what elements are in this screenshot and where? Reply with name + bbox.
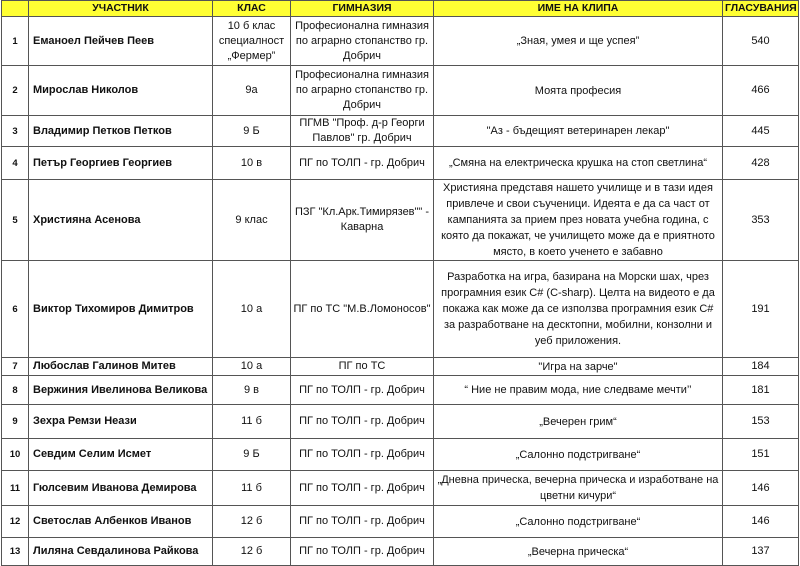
participant-name: Любослав Галинов Митев — [29, 358, 213, 376]
row-number: 6 — [2, 261, 29, 358]
table-row — [2, 17, 799, 66]
row-number: 12 — [2, 506, 29, 538]
clip-name: Моята професия — [434, 66, 723, 116]
school-cell: ПГ по ТОЛП - гр. Добрич — [291, 439, 434, 471]
participant-name: Зехра Ремзи Неази — [29, 405, 213, 439]
header-school: ГИМНАЗИЯ — [291, 1, 434, 17]
table-row — [2, 116, 799, 147]
school-cell: ПГ по ТОЛП - гр. Добрич — [291, 147, 434, 180]
clip-name: „Смяна на електрическа крушка на стоп светлина“ — [434, 147, 723, 180]
table-row — [2, 147, 799, 180]
participant-name: Владимир Петков Петков — [29, 116, 213, 147]
header-votes: ГЛАСУВАНИЯ — [723, 1, 799, 17]
table-row — [2, 180, 799, 261]
table-row — [2, 405, 799, 439]
header-participant: УЧАСТНИК — [29, 1, 213, 17]
table-row — [2, 439, 799, 471]
votes-count: 428 — [723, 147, 799, 180]
class-cell: 11 б — [213, 471, 291, 506]
class-cell: 10 в — [213, 147, 291, 180]
row-number: 9 — [2, 405, 29, 439]
school-cell: ПЗГ "Кл.Арк.Тимирязев"" - Каварна — [291, 180, 434, 261]
school-cell: ПГ по ТОЛП - гр. Добрич — [291, 506, 434, 538]
table-row — [2, 471, 799, 506]
votes-count: 146 — [723, 471, 799, 506]
class-cell: 9 Б — [213, 116, 291, 147]
row-number: 3 — [2, 116, 29, 147]
votes-count: 151 — [723, 439, 799, 471]
class-cell: 10 б клас специалност „Фермер” — [213, 17, 291, 66]
row-number: 7 — [2, 358, 29, 376]
school-cell: Професионална гимназия по аграрно стопанство гр. Добрич — [291, 66, 434, 116]
participant-name: Виктор Тихомиров Димитров — [29, 261, 213, 358]
row-number: 2 — [2, 66, 29, 116]
class-cell: 12 б — [213, 506, 291, 538]
votes-count: 146 — [723, 506, 799, 538]
school-cell: ПГ по ТС "М.В.Ломоносов" — [291, 261, 434, 358]
participant-name: Лиляна Севдалинова Райкова — [29, 538, 213, 566]
clip-name: „Вечерен грим“ — [434, 405, 723, 439]
votes-count: 181 — [723, 376, 799, 405]
class-cell: 10 а — [213, 261, 291, 358]
clip-name: „Салонно подстригване“ — [434, 439, 723, 471]
table-row — [2, 261, 799, 358]
row-number: 5 — [2, 180, 29, 261]
row-number: 4 — [2, 147, 29, 180]
school-cell: ПГ по ТС — [291, 358, 434, 376]
row-number: 11 — [2, 471, 29, 506]
votes-count: 191 — [723, 261, 799, 358]
school-cell: ПГ по ТОЛП - гр. Добрич — [291, 405, 434, 439]
votes-count: 445 — [723, 116, 799, 147]
table-row — [2, 66, 799, 116]
class-cell: 9 клас — [213, 180, 291, 261]
header-clip: ИМЕ НА КЛИПА — [434, 1, 723, 17]
school-cell: ПГ по ТОЛП - гр. Добрич — [291, 538, 434, 566]
class-cell: 9а — [213, 66, 291, 116]
header-num — [2, 1, 29, 17]
clip-name: “ Ние не правим мода, ние следваме мечти’’ — [434, 376, 723, 405]
votes-count: 153 — [723, 405, 799, 439]
row-number: 13 — [2, 538, 29, 566]
votes-count: 466 — [723, 66, 799, 116]
participant-name: Еманоел Пейчев Пеев — [29, 17, 213, 66]
table-row — [2, 506, 799, 538]
table-row — [2, 376, 799, 405]
class-cell: 9 в — [213, 376, 291, 405]
row-number: 1 — [2, 17, 29, 66]
votes-count: 353 — [723, 180, 799, 261]
participant-name: Вержиния Ивелинова Великова — [29, 376, 213, 405]
participant-name: Севдим Селим Исмет — [29, 439, 213, 471]
row-number: 10 — [2, 439, 29, 471]
participant-name: Мирослав Николов — [29, 66, 213, 116]
participant-name: Християна Асенова — [29, 180, 213, 261]
results-table — [1, 0, 799, 566]
header-class: КЛАС — [213, 1, 291, 17]
clip-name: Християна представя нашето училище и в тази идея привлече и свои съученици. Идеята е да са част от кампанията за прием през новата учебна година, с която да покажат, че училището може да е приятното място, в което ученето е забавно — [434, 180, 723, 261]
class-cell: 9 Б — [213, 439, 291, 471]
class-cell: 11 б — [213, 405, 291, 439]
votes-count: 137 — [723, 538, 799, 566]
clip-name: "Аз - бъдещият ветеринарен лекар" — [434, 116, 723, 147]
participant-name: Светослав Албенков Иванов — [29, 506, 213, 538]
class-cell: 12 б — [213, 538, 291, 566]
clip-name: „Салонно подстригване“ — [434, 506, 723, 538]
clip-name: „Вечерна прическа“ — [434, 538, 723, 566]
class-cell: 10 а — [213, 358, 291, 376]
clip-name: "Игра на зарче" — [434, 358, 723, 376]
row-number: 8 — [2, 376, 29, 405]
clip-name: „Зная, умея и ще успея” — [434, 17, 723, 66]
votes-count: 540 — [723, 17, 799, 66]
participant-name: Петър Георгиев Георгиев — [29, 147, 213, 180]
table-row — [2, 358, 799, 376]
clip-name: „Дневна прическа, вечерна прическа и изработване на цветни кичури“ — [434, 471, 723, 506]
school-cell: ПГ по ТОЛП - гр. Добрич — [291, 471, 434, 506]
school-cell: ПГ по ТОЛП - гр. Добрич — [291, 376, 434, 405]
table-row — [2, 538, 799, 566]
school-cell: Професионална гимназия по аграрно стопанство гр. Добрич — [291, 17, 434, 66]
clip-name: Разработка на игра, базирана на Морски шах, чрез програмния език C# (C-sharp). Целта на видеото е да покажа как може да се използва програмния език C# за разработване на десктопни, мобилни, конзолни и уеб приложения. — [434, 261, 723, 358]
school-cell: ПГМВ "Проф. д-р Георги Павлов" гр. Добрич — [291, 116, 434, 147]
header-row — [2, 1, 799, 17]
votes-count: 184 — [723, 358, 799, 376]
participant-name: Гюлсевим Иванова Демирова — [29, 471, 213, 506]
